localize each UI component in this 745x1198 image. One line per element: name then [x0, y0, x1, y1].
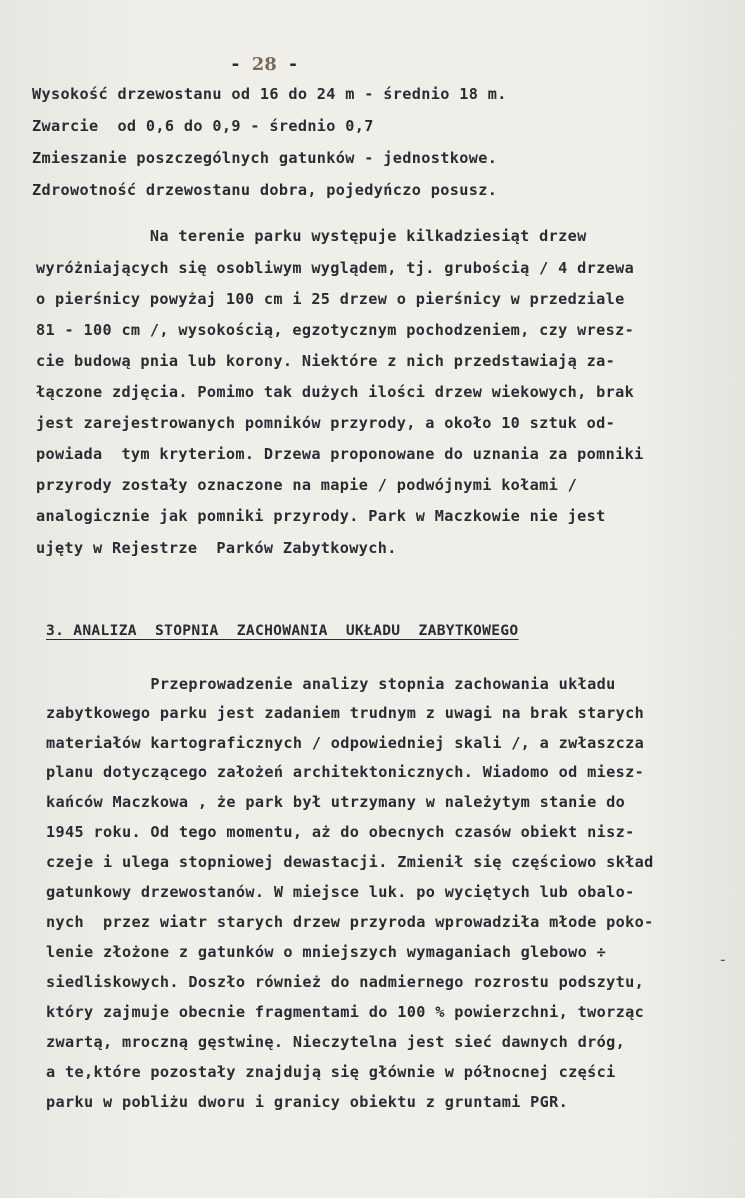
section-heading: 3. ANALIZA STOPNIA ZACHOWANIA UKŁADU ZABYTKOWEGO [46, 622, 519, 639]
text-line: przyrody zostały oznaczone na mapie / podwójnymi kołami / [36, 476, 578, 494]
text-line: Zwarcie od 0,6 do 0,9 - średnio 0,7 [32, 117, 374, 135]
text-line: Wysokość drzewostanu od 16 do 24 m - średnio 18 m. [32, 85, 507, 103]
text-line: który zajmuje obecnie fragmentami do 100 % powierzchni, tworząc [46, 1003, 645, 1021]
page-number-value: 28 [251, 54, 277, 75]
text-line: ujęty w Rejestrze Parków Zabytkowych. [36, 539, 397, 557]
text-line: cie budową pnia lub korony. Niektóre z nich przedstawiają za- [36, 352, 616, 370]
text-line: zabytkowego parku jest zadaniem trudnym z uwagi na brak starych [46, 704, 645, 722]
text-line: siedliskowych. Doszło również do nadmiernego rozrostu podszytu, [46, 973, 645, 991]
margin-mark: - [718, 950, 728, 969]
text-line: wyróżniających się osobliwym wyglądem, tj. grubością / 4 drzewa [36, 259, 635, 277]
text-line: lenie złożone z gatunków o mniejszych wymaganiach glebowo ÷ [46, 943, 607, 961]
text-line: Przeprowadzenie analizy stopnia zachowania układu [46, 675, 616, 693]
text-line: materiałów kartograficznych / odpowiedniej skali /, a zwłaszcza [46, 734, 645, 752]
text-line: a te,które pozostały znajdują się głównie w północnej części [46, 1063, 616, 1081]
text-line: nych przez wiatr starych drzew przyroda wprowadziła młode poko- [46, 913, 654, 931]
text-line: 81 - 100 cm /, wysokością, egzotycznym pochodzeniem, czy wresz- [36, 321, 635, 339]
text-line: 1945 roku. Od tego momentu, aż do obecnych czasów obiekt nisz- [46, 823, 635, 841]
text-line: kańców Maczkowa , że park był utrzymany w należytym stanie do [46, 793, 626, 811]
text-line: Zdrowotność drzewostanu dobra, pojedyńczo posusz. [32, 181, 498, 199]
text-line: parku w pobliżu dworu i granicy obiektu z gruntami PGR. [46, 1093, 569, 1111]
text-line: powiada tym kryteriom. Drzewa proponowane do uznania za pomniki [36, 445, 644, 463]
text-line: analogicznie jak pomniki przyrody. Park w Maczkowie nie jest [36, 507, 606, 525]
text-line: jest zarejestrowanych pomników przyrody, a około 10 sztuk od- [36, 414, 616, 432]
text-line: łączone zdjęcia. Pomimo tak dużych ilości drzew wiekowych, brak [36, 383, 635, 401]
text-line: Na terenie parku występuje kilkadziesiąt drzew [36, 227, 587, 245]
text-line: gatunkowy drzewostanów. W miejsce luk. po wyciętych lub obalo- [46, 883, 635, 901]
text-line: zwartą, mroczną gęstwinę. Nieczytelna jest sieć dawnych dróg, [46, 1033, 626, 1051]
page-number: - 28 - [230, 54, 299, 75]
text-line: o pierśnicy powyżaj 100 cm i 25 drzew o pierśnicy w przedziale [36, 290, 625, 308]
text-line: planu dotyczącego założeń architektonicznych. Wiadomo od miesz- [46, 763, 645, 781]
text-line: czeje i ulega stopniowej dewastacji. Zmienił się częściowo skład [46, 853, 654, 871]
text-line: Zmieszanie poszczególnych gatunków - jednostkowe. [32, 149, 498, 167]
